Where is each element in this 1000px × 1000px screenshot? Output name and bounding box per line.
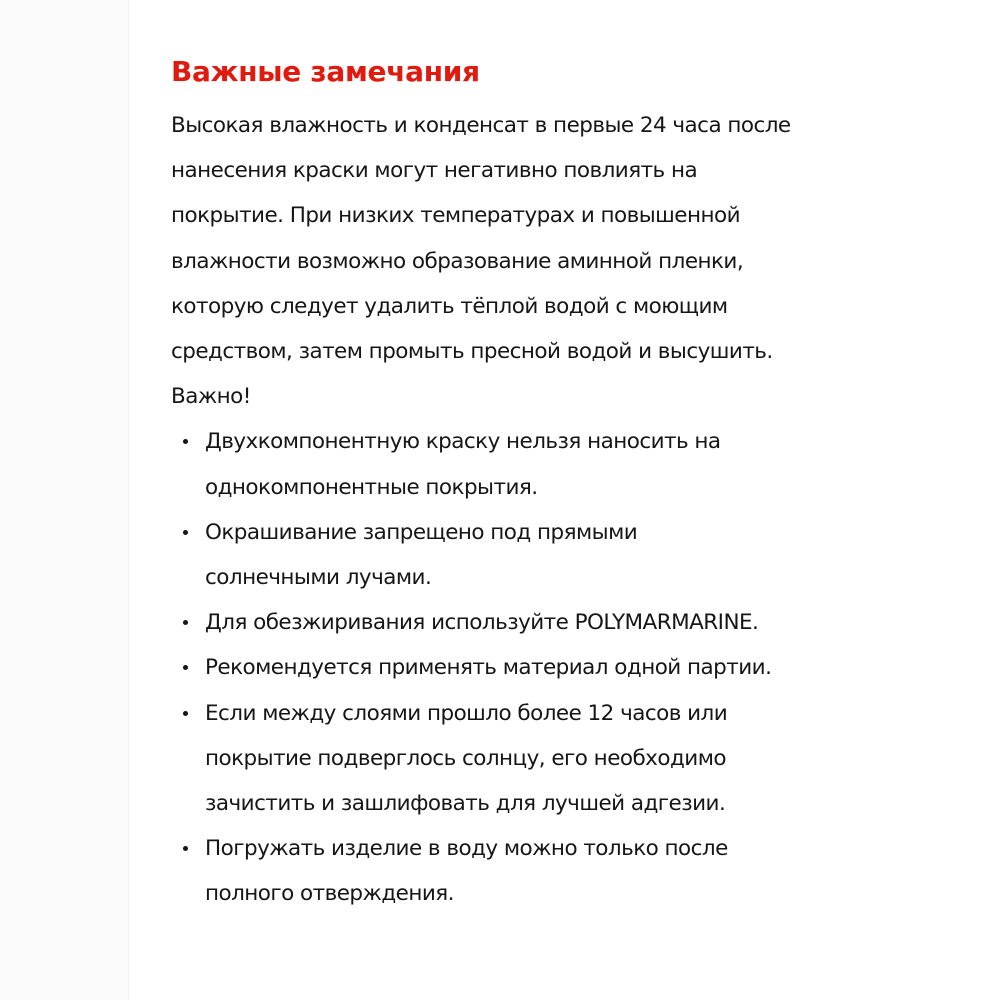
- list-item-line: покрытие подверглось солнцу, его необходимо: [205, 745, 726, 771]
- bullet-icon: [183, 846, 188, 851]
- list-item: [171, 510, 911, 600]
- paragraph-line: покрытие. При низких температурах и повышенной: [171, 203, 741, 229]
- list-item: [171, 419, 911, 509]
- paragraph-line: Высокая влажность и конденсат в первые 24 часа после: [171, 113, 791, 138]
- bullet-icon: [183, 620, 188, 625]
- warnings-list: [171, 419, 911, 916]
- paragraph-line: влажности возможно образование аминной пленки,: [171, 248, 744, 274]
- list-item-line: зачистить и зашлифовать для лучшей адгезии.: [205, 791, 726, 817]
- list-item-line: Для обезжиривания используйте POLYMARMARINE.: [205, 610, 759, 636]
- list-item-line: Погружать изделие в воду можно только после: [205, 836, 728, 862]
- list-item: [171, 691, 911, 827]
- bullet-icon: [183, 530, 188, 535]
- list-item-line: однокомпонентные покрытия.: [205, 474, 538, 500]
- paragraph-line: средством, затем промыть пресной водой и высушить.: [171, 339, 773, 365]
- important-label: Важно!: [171, 384, 251, 410]
- list-item-line: Если между слоями прошло более 12 часов или: [205, 700, 728, 726]
- section-heading: Важные замечания: [171, 55, 480, 88]
- paragraph-line: которую следует удалить тёплой водой с моющим: [171, 293, 728, 319]
- list-item-line: Окрашивание запрещено под прямыми: [205, 519, 638, 545]
- notes-section: [171, 50, 911, 917]
- bullet-icon: [183, 665, 188, 670]
- list-item: [171, 645, 911, 690]
- paragraph-line: нанесения краски могут негативно повлиять на: [171, 158, 698, 184]
- humidity-paragraph: [171, 103, 911, 374]
- bullet-icon: [183, 711, 188, 716]
- list-item-line: солнечными лучами.: [205, 565, 432, 591]
- bullet-icon: [183, 439, 188, 444]
- list-item-line: Рекомендуется применять материал одной партии.: [205, 655, 772, 681]
- list-item: [171, 600, 911, 645]
- list-item: [171, 826, 911, 916]
- list-item-line: полного отверждения.: [205, 881, 454, 907]
- list-item-line: Двухкомпонентную краску нельзя наносить на: [205, 429, 721, 455]
- left-margin-strip: [0, 0, 129, 1000]
